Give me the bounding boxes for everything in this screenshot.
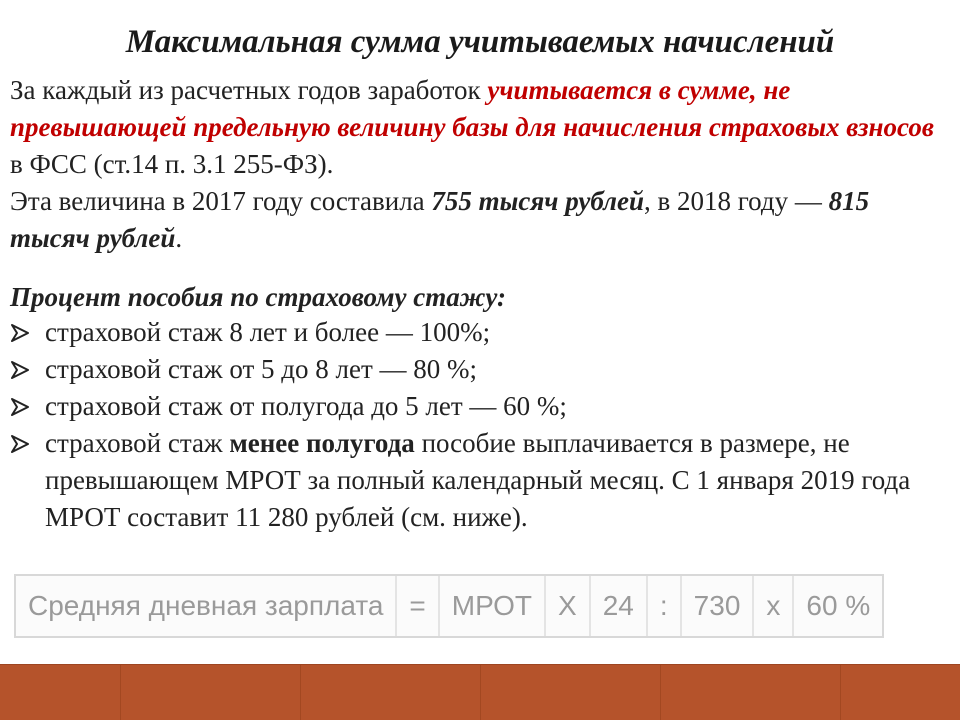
formula-cell-divide: :: [648, 576, 682, 636]
formula-cell-average-daily-wage: Средняя дневная зарплата: [16, 576, 397, 636]
footer-bar: [0, 665, 960, 720]
intro-text: , в 2018 году —: [644, 186, 829, 216]
formula-cell-multiply-2: х: [754, 576, 794, 636]
formula-cell-60-percent: 60 %: [806, 590, 871, 621]
percent-list: [10, 314, 945, 536]
formula-cell-multiply: Х: [546, 576, 591, 636]
formula-cell-730: 730: [682, 576, 755, 636]
value-2018: 815 тысяч рублей: [10, 186, 870, 253]
arrow-bullet-icon: [10, 323, 30, 343]
footer-stripe: [480, 665, 481, 720]
value-2017: 755 тысяч рублей: [431, 186, 645, 216]
formula-cell-24: 24: [591, 576, 648, 636]
footer-stripe: [840, 665, 841, 720]
intro-text: в ФСС (ст.14 п. 3.1 255-ФЗ).: [10, 149, 334, 179]
list-item: [10, 425, 945, 536]
footer-stripe: [660, 665, 661, 720]
list-item: [10, 351, 945, 388]
formula-cell-equals: =: [397, 576, 439, 636]
footer-stripe: [120, 665, 121, 720]
list-item-text: страховой стаж от полугода до 5 лет — 60 %;: [45, 391, 567, 421]
intro-text: .: [175, 223, 183, 253]
list-item-text: страховой стаж: [45, 428, 230, 458]
highlight-base-limit: учитывается в сумме, не превышающей предельную величину базы для начисления страховых взносов: [10, 75, 934, 142]
list-item: [10, 314, 945, 351]
arrow-bullet-icon: [10, 434, 30, 454]
percent-heading: Процент пособия по страховому стажу:: [10, 282, 507, 312]
intro-text: За каждый из расчетных годов заработок: [10, 75, 488, 105]
arrow-bullet-icon: [10, 360, 30, 380]
list-item-text: страховой стаж от 5 до 8 лет — 80 %;: [45, 354, 478, 384]
intro-text: Эта величина в 2017 году составила: [10, 186, 432, 216]
intro-paragraph: [10, 72, 945, 257]
less-than-half-year: менее полугода: [229, 428, 415, 458]
formula-cell-mrot: МРОТ: [440, 576, 546, 636]
formula-table: [14, 574, 884, 638]
list-item: [10, 388, 945, 425]
list-item-text: страховой стаж 8 лет и более — 100%;: [45, 317, 491, 347]
slide-title: Максимальная сумма учитываемых начислений: [125, 24, 835, 60]
list-item-text: пособие выплачивается в размере, не превышающем МРОТ за полный календарный месяц. С 1 января 2019 года МРОТ составит 11 280 рублей (см. ниже).: [45, 428, 911, 532]
footer-stripe: [300, 665, 301, 720]
arrow-bullet-icon: [10, 397, 30, 417]
